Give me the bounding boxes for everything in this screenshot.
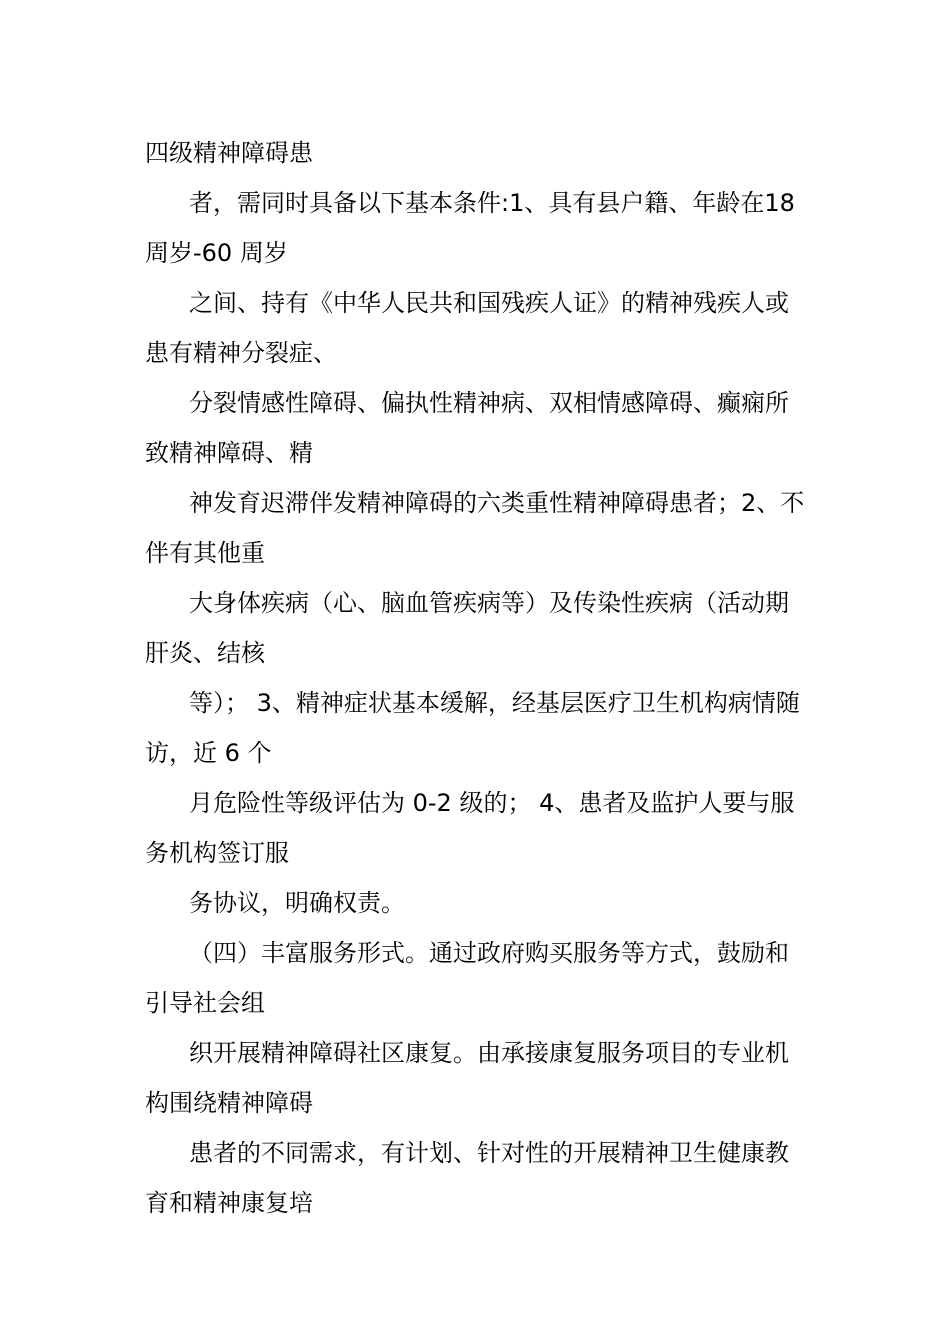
paragraph: 四级精神障碍患 (145, 139, 313, 167)
paragraph: 分裂情感性障碍、偏执性精神病、双相情感障碍、癫痫所致精神障碍、精 (145, 389, 789, 467)
paragraph: （四）丰富服务形式。通过政府购买服务等方式，鼓励和引导社会组 (145, 939, 789, 1017)
paragraph: 患者的不同需求，有计划、针对性的开展精神卫生健康教育和精神康复培 (145, 1139, 789, 1217)
paragraph: 织开展精神障碍社区康复。由承接康复服务项目的专业机构围绕精神障碍 (145, 1039, 789, 1117)
paragraph: 者，需同时具备以下基本条件:1、具有县户籍、年龄在18 周岁-60 周岁 (145, 189, 795, 267)
paragraph: 务协议，明确权责。 (189, 889, 405, 917)
paragraph: 等）； 3、精神症状基本缓解，经基层医疗卫生机构病情随访，近 6 个 (145, 689, 800, 767)
paragraph: 月危险性等级评估为 0-2 级的； 4、患者及监护人要与服务机构签订服 (145, 789, 795, 867)
paragraph: 大身体疾病（心、脑血管疾病等）及传染性疾病（活动期肝炎、结核 (145, 589, 789, 667)
paragraph: 神发育迟滞伴发精神障碍的六类重性精神障碍患者；2、不伴有其他重 (145, 489, 805, 567)
paragraph: 之间、持有《中华人民共和国残疾人证》的精神残疾人或患有精神分裂症、 (145, 289, 789, 367)
document-body (145, 128, 810, 1228)
